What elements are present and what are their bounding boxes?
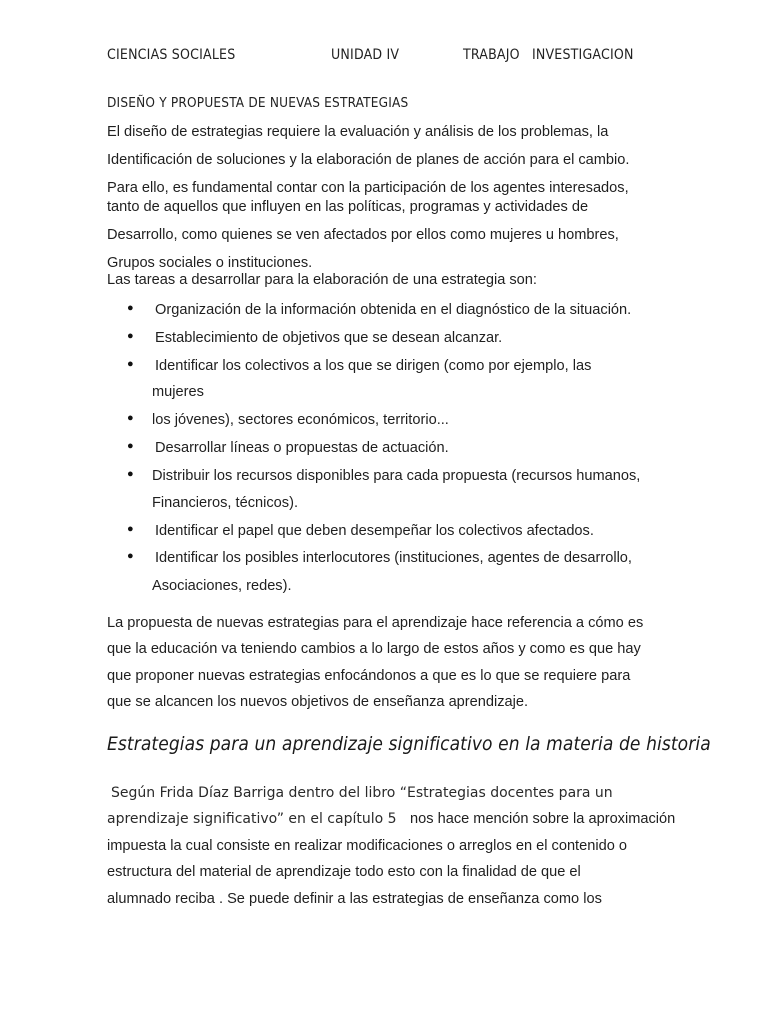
header-unit: UNIDAD IV bbox=[331, 47, 400, 63]
paragraph-line: que proponer nuevas estrategias enfocándonos a que es lo que se requiere para bbox=[107, 668, 631, 684]
paragraph-line: El diseño de estrategias requiere la evaluación y análisis de los problemas, la bbox=[107, 124, 609, 140]
paragraph-line: que la educación va teniendo cambios a lo largo de estos años y como es que hay bbox=[107, 641, 641, 657]
bullet-dot: ● bbox=[127, 440, 134, 452]
list-item: Establecimiento de objetivos que se desean alcanzar. bbox=[155, 330, 503, 346]
paragraph-line: Para ello, es fundamental contar con la participación de los agentes interesados, bbox=[107, 180, 629, 196]
paragraph-line: Según Frida Díaz Barriga dentro del libro “Estrategias docentes para un bbox=[111, 785, 613, 801]
list-item-continuation: Asociaciones, redes). bbox=[152, 578, 292, 594]
bullet-dot: ● bbox=[127, 523, 134, 535]
list-item: Identificar los colectivos a los que se dirigen (como por ejemplo, las bbox=[155, 358, 592, 374]
section-heading-estrategias: Estrategias para un aprendizaje significativo en la materia de historia bbox=[107, 733, 711, 755]
paragraph-line: Desarrollo, como quienes se ven afectados por ellos como mujeres u hombres, bbox=[107, 227, 619, 243]
list-item: Organización de la información obtenida en el diagnóstico de la situación. bbox=[155, 302, 632, 318]
list-item: Identificar los posibles interlocutores (instituciones, agentes de desarrollo, bbox=[155, 550, 632, 566]
bullet-dot: ● bbox=[127, 412, 134, 424]
bullet-dot: ● bbox=[127, 302, 134, 314]
list-item: Desarrollar líneas o propuestas de actuación. bbox=[155, 440, 449, 456]
paragraph-line: Grupos sociales o instituciones. bbox=[107, 255, 313, 271]
paragraph-line: aprendizaje significativo” en el capítulo 5 bbox=[107, 811, 397, 827]
paragraph-line: impuesta la cual consiste en realizar modificaciones o arreglos en el contenido o bbox=[107, 838, 627, 854]
paragraph-line: Identificación de soluciones y la elaboración de planes de acción para el cambio. bbox=[107, 152, 630, 168]
paragraph-line: estructura del material de aprendizaje todo esto con la finalidad de que el bbox=[107, 864, 581, 880]
list-item-continuation: Financieros, técnicos). bbox=[152, 495, 298, 511]
paragraph-line: nos hace mención sobre la aproximación bbox=[410, 811, 676, 827]
paragraph-line: tanto de aquellos que influyen en las políticas, programas y actividades de bbox=[107, 199, 589, 215]
bullet-dot: ● bbox=[127, 550, 134, 562]
paragraph-line: que se alcancen los nuevos objetivos de enseñanza aprendizaje. bbox=[107, 694, 529, 710]
section-heading-diseno: DISEÑO Y PROPUESTA DE NUEVAS ESTRATEGIAS bbox=[107, 95, 409, 111]
list-item: Distribuir los recursos disponibles para cada propuesta (recursos humanos, bbox=[152, 468, 641, 484]
list-item-continuation: mujeres bbox=[152, 384, 204, 400]
bullet-dot: ● bbox=[127, 330, 134, 342]
list-item: Identificar el papel que deben desempeñar los colectivos afectados. bbox=[155, 523, 594, 539]
paragraph-line: Las tareas a desarrollar para la elaboración de una estrategia son: bbox=[107, 272, 537, 288]
header-work: TRABAJO INVESTIGACION bbox=[463, 47, 634, 63]
paragraph-line: alumnado reciba . Se puede definir a las estrategias de enseñanza como los bbox=[107, 891, 602, 907]
bullet-dot: ● bbox=[127, 468, 134, 480]
list-item: los jóvenes), sectores económicos, territorio... bbox=[152, 412, 449, 428]
paragraph-line: La propuesta de nuevas estrategias para el aprendizaje hace referencia a cómo es bbox=[107, 615, 644, 631]
header-subject: CIENCIAS SOCIALES bbox=[107, 47, 236, 63]
bullet-dot: ● bbox=[127, 358, 134, 370]
